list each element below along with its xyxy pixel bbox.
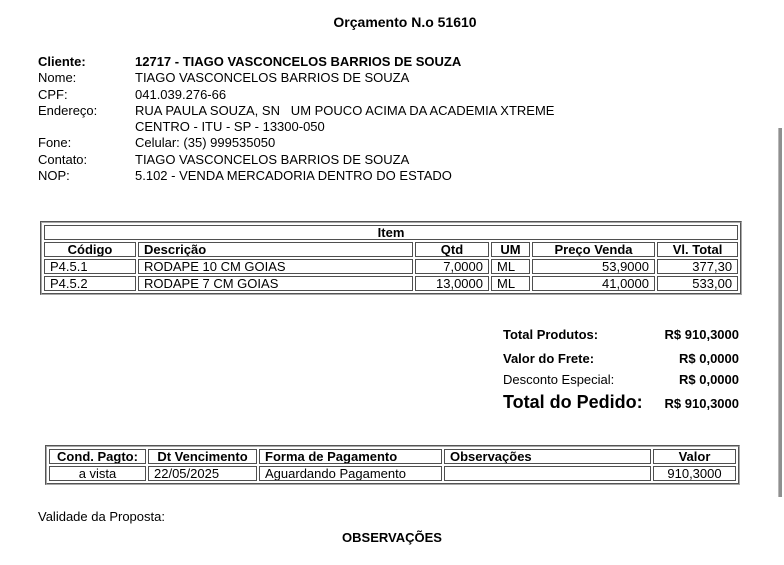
payment-cell: 910,3000 <box>653 466 736 481</box>
client-field-value: 041.039.276-66 <box>135 86 227 102</box>
client-field-label: Contato: <box>38 151 88 167</box>
item-cell: RODAPE 10 CM GOIAS <box>138 259 413 274</box>
grand-total-label: Total do Pedido: <box>503 392 643 412</box>
item-cell: P4.5.1 <box>44 259 136 274</box>
payment-column-header: Cond. Pagto: <box>49 449 146 464</box>
client-field-label <box>38 119 135 135</box>
payment-cell: 22/05/2025 <box>148 466 257 481</box>
observations-title: OBSERVAÇÕES <box>342 530 442 545</box>
item-table-header-row <box>44 242 738 257</box>
item-cell: ML <box>491 276 530 291</box>
payment-cell: Aguardando Pagamento <box>259 466 442 481</box>
totals-row <box>503 327 739 342</box>
totals-value: R$ 0,0000 <box>679 351 739 366</box>
client-field-value: 12717 - TIAGO VASCONCELOS BARRIOS DE SOUZA <box>135 54 462 69</box>
item-cell: ML <box>491 259 530 274</box>
item-column-header: Código <box>44 242 136 257</box>
client-field-label: NOP: <box>38 168 70 184</box>
payment-column-header: Observações <box>444 449 651 464</box>
client-field-value: Celular: (35) 999535050 <box>135 135 276 151</box>
client-field-label: Fone: <box>38 135 72 151</box>
item-table-group-header: Item <box>44 225 738 240</box>
item-cell: P4.5.2 <box>44 276 136 291</box>
item-table-group-row <box>44 225 738 240</box>
item-cell: RODAPE 7 CM GOIAS <box>138 276 413 291</box>
client-field-value: CENTRO - ITU - SP - 13300-050 <box>135 119 325 135</box>
item-column-header: Preço Venda <box>532 242 655 257</box>
item-row <box>44 276 738 291</box>
item-cell: 7,0000 <box>415 259 489 274</box>
item-column-header: Vl. Total <box>657 242 738 257</box>
totals-block <box>503 327 739 422</box>
item-column-header: UM <box>491 242 530 257</box>
totals-label: Total Produtos: <box>503 327 599 342</box>
item-cell: 41,0000 <box>532 276 655 291</box>
totals-label: Desconto Especial: <box>503 372 615 387</box>
totals-row <box>503 351 739 366</box>
item-table <box>40 221 742 295</box>
payment-column-header: Forma de Pagamento <box>259 449 442 464</box>
grand-total-row <box>503 393 739 412</box>
payment-table <box>45 445 740 485</box>
payment-row <box>49 466 736 481</box>
payment-column-header: Dt Vencimento <box>148 449 257 464</box>
totals-label: Valor do Frete: <box>503 351 595 366</box>
item-row <box>44 259 738 274</box>
item-cell: 377,30 <box>657 259 738 274</box>
totals-value: R$ 0,0000 <box>679 372 739 387</box>
item-cell: 53,9000 <box>532 259 655 274</box>
client-info-block <box>38 54 554 184</box>
item-column-header: Qtd <box>415 242 489 257</box>
payment-cell: a vista <box>49 466 146 481</box>
payment-cell <box>444 466 651 481</box>
client-field-label: Cliente: <box>38 54 86 69</box>
client-field-value: TIAGO VASCONCELOS BARRIOS DE SOUZA <box>135 151 410 167</box>
client-field-value: TIAGO VASCONCELOS BARRIOS DE SOUZA <box>135 70 410 86</box>
client-field-label: CPF: <box>38 86 68 102</box>
validity-label: Validade da Proposta: <box>38 509 165 524</box>
client-field-label: Nome: <box>38 70 77 86</box>
item-cell: 533,00 <box>657 276 738 291</box>
item-cell: 13,0000 <box>415 276 489 291</box>
payment-column-header: Valor <box>653 449 736 464</box>
totals-value: R$ 910,3000 <box>664 327 739 342</box>
page-title: Orçamento N.o 51610 <box>333 14 477 30</box>
payment-table-header-row <box>49 449 736 464</box>
totals-row <box>503 372 739 387</box>
scrollbar-thumb[interactable] <box>778 128 782 497</box>
client-field-value: RUA PAULA SOUZA, SN UM POUCO ACIMA DA ACADEMIA XTREME <box>135 102 555 118</box>
client-field-label: Endereço: <box>38 102 98 118</box>
client-field-value: 5.102 - VENDA MERCADORIA DENTRO DO ESTADO <box>135 168 452 184</box>
item-column-header: Descrição <box>138 242 413 257</box>
grand-total-value: R$ 910,3000 <box>664 396 739 411</box>
